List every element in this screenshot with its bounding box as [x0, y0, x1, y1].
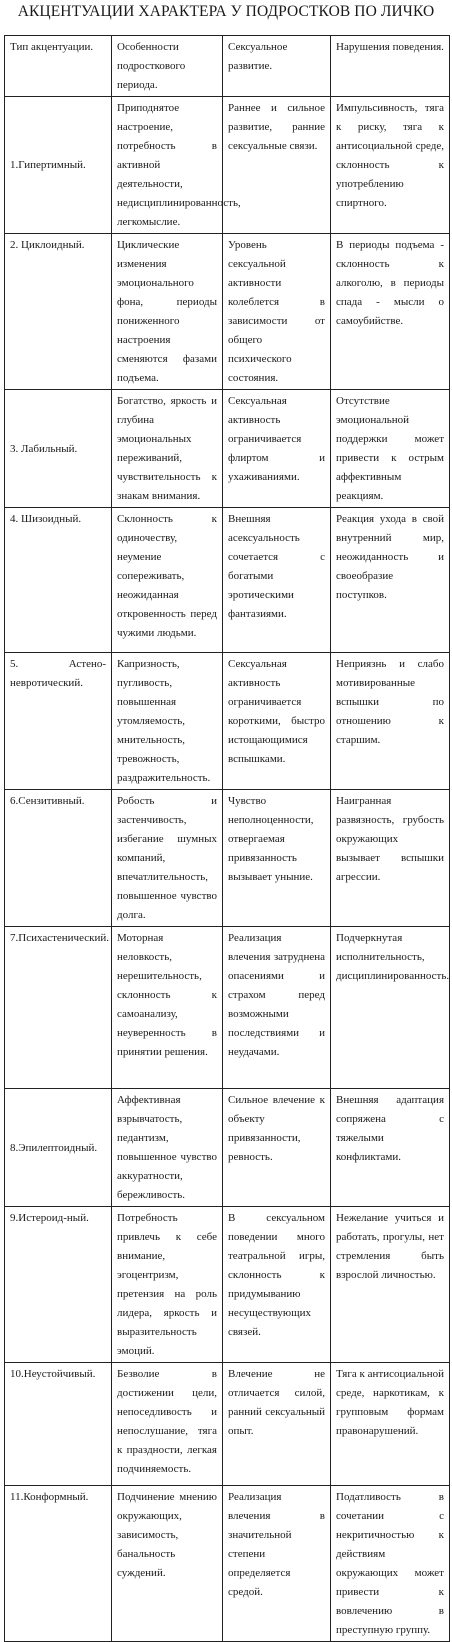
cell-type: 9.Истероид-ный.: [5, 1207, 112, 1363]
cell-features: Моторная неловкость, нерешительность, склонность к самоанализу, неуверенность в принятии решения.: [112, 927, 223, 1089]
table-row: [5, 1363, 450, 1486]
cell-sexual: Реализация влечения в значительной степени определяется средой.: [223, 1486, 331, 1642]
cell-sexual: Чувство неполноценности, отвергаемая привязанность вызывает уныние.: [223, 790, 331, 927]
cell-sexual: Сексуальная активность ограничивается короткими, быстро истощающимися вспышками.: [223, 653, 331, 790]
table-row: [5, 508, 450, 653]
cell-sexual: Реализация влечения затруднена опасениями и страхом перед возможными последствиями и неудачами.: [223, 927, 331, 1089]
cell-behavior: Реакция ухода в свой внутренний мир, неожиданность и своеобразие поступков.: [331, 508, 450, 653]
cell-features: Богатство, яркость и глубина эмоциональных переживаний, чувствительность к знакам внимания.: [112, 390, 223, 508]
page-title: АКЦЕНТУАЦИИ ХАРАКТЕРА У ПОДРОСТКОВ ПО ЛИЧКО: [17, 3, 435, 20]
cell-behavior: Внешняя адаптация сопряжена с тяжелыми конфликтами.: [331, 1089, 450, 1207]
cell-behavior: В периоды подъема - склонность к алкоголю, в периоды спада - мысли о самоубийстве.: [331, 234, 450, 390]
cell-type: 4. Шизоидный.: [5, 508, 112, 653]
table-row: [5, 234, 450, 390]
table-row: [5, 1089, 450, 1207]
cell-type: 3. Лабильный.: [5, 390, 112, 508]
table-row: [5, 927, 450, 1089]
header-row: [5, 36, 450, 97]
cell-type: 10.Неустойчивый.: [5, 1363, 112, 1486]
cell-features: Робость и застенчивость, избегание шумных компаний, впечатлительность, повышенное чувство долга.: [112, 790, 223, 927]
cell-type: 2. Циклоидный.: [5, 234, 112, 390]
cell-type: 6.Сензитивный.: [5, 790, 112, 927]
cell-sexual: Влечение не отличается силой, ранний сексуальный опыт.: [223, 1363, 331, 1486]
cell-sexual: Внешняя асексуальность сочетается с богатыми эротическими фантазиями.: [223, 508, 331, 653]
cell-behavior: Нежелание учиться и работать, прогулы, нет стремления быть взрослой личностью.: [331, 1207, 450, 1363]
cell-features: Капризность, пугливость, повышенная утомляемость, мнительность, тревожность, раздражительность.: [112, 653, 223, 790]
cell-type: 7.Психастенический.: [5, 927, 112, 1089]
cell-features: Потребность привлечь к себе внимание, эгоцентризм, претензия на роль лидера, яркость и выразительность эмоций.: [112, 1207, 223, 1363]
cell-behavior: Неприязнь и слабо мотивированные вспышки по отношению к старшим.: [331, 653, 450, 790]
header-sexual: Сексуальное развитие.: [223, 36, 331, 97]
header-type: Тип акцентуации.: [5, 36, 112, 97]
cell-type: 1.Гипертимный.: [5, 97, 112, 234]
cell-sexual: Сексуальная активность ограничивается флиртом и ухаживаниями.: [223, 390, 331, 508]
table-row: [5, 1207, 450, 1363]
cell-features: Аффективная взрывчатость, педантизм, повышенное чувство аккуратности, бережливость.: [112, 1089, 223, 1207]
cell-sexual: В сексуальном поведении много театральной игры, склонность к придумыванию несуществующих связей.: [223, 1207, 331, 1363]
cell-features: Безволие в достижении цели, непоседливость и непослушание, тяга к праздности, легкая подчиняемость.: [112, 1363, 223, 1486]
header-behavior: Нарушения поведения.: [331, 36, 450, 97]
cell-type: 11.Конформный.: [5, 1486, 112, 1642]
table-row: [5, 653, 450, 790]
cell-features: Склонность к одиночеству, неумение сопереживать, неожиданная откровенность перед чужими людьми.: [112, 508, 223, 653]
cell-behavior: Тяга к антисоциальной среде, наркотикам, к групповым формам правонарушений.: [331, 1363, 450, 1486]
accentuation-table: [4, 35, 450, 1642]
table-row: [5, 1486, 450, 1642]
table-row: [5, 97, 450, 234]
cell-features: Циклические изменения эмоционального фона, периоды пониженного настроения сменяются фазами подъема.: [112, 234, 223, 390]
cell-behavior: Податливость в сочетании с некритичностью к действиям окружающих может привести к вовлечению в преступную группу.: [331, 1486, 450, 1642]
cell-behavior: Отсутствие эмоциональной поддержки может привести к острым аффективным реакциям.: [331, 390, 450, 508]
cell-sexual: Уровень сексуальной активности колеблется в зависимости от общего психического состояния.: [223, 234, 331, 390]
cell-features: Подчинение мнению окружающих, зависимость, банальность суждений.: [112, 1486, 223, 1642]
cell-sexual: Сильное влечение к объекту привязанности, ревность.: [223, 1089, 331, 1207]
cell-behavior: Импульсивность, тяга к риску, тяга к антисоциальной среде, склонность к употреблению спиртного.: [331, 97, 450, 234]
table-row: [5, 390, 450, 508]
cell-type: 5. Астено-невротический.: [5, 653, 112, 790]
cell-sexual: Раннее и сильное развитие, ранние сексуальные связи.: [223, 97, 331, 234]
cell-behavior: Наигранная развязность, грубость окружающих вызывает вспышки агрессии.: [331, 790, 450, 927]
cell-behavior: Подчеркнутая исполнительность, дисциплинированность.: [331, 927, 450, 1089]
cell-type: 8.Эпилептоидный.: [5, 1089, 112, 1207]
table-row: [5, 790, 450, 927]
header-features: Особенности подросткового периода.: [112, 36, 223, 97]
cell-features: Приподнятое настроение, потребность в активной деятельности, недисциплинированность, легкомыслие.: [112, 97, 223, 234]
